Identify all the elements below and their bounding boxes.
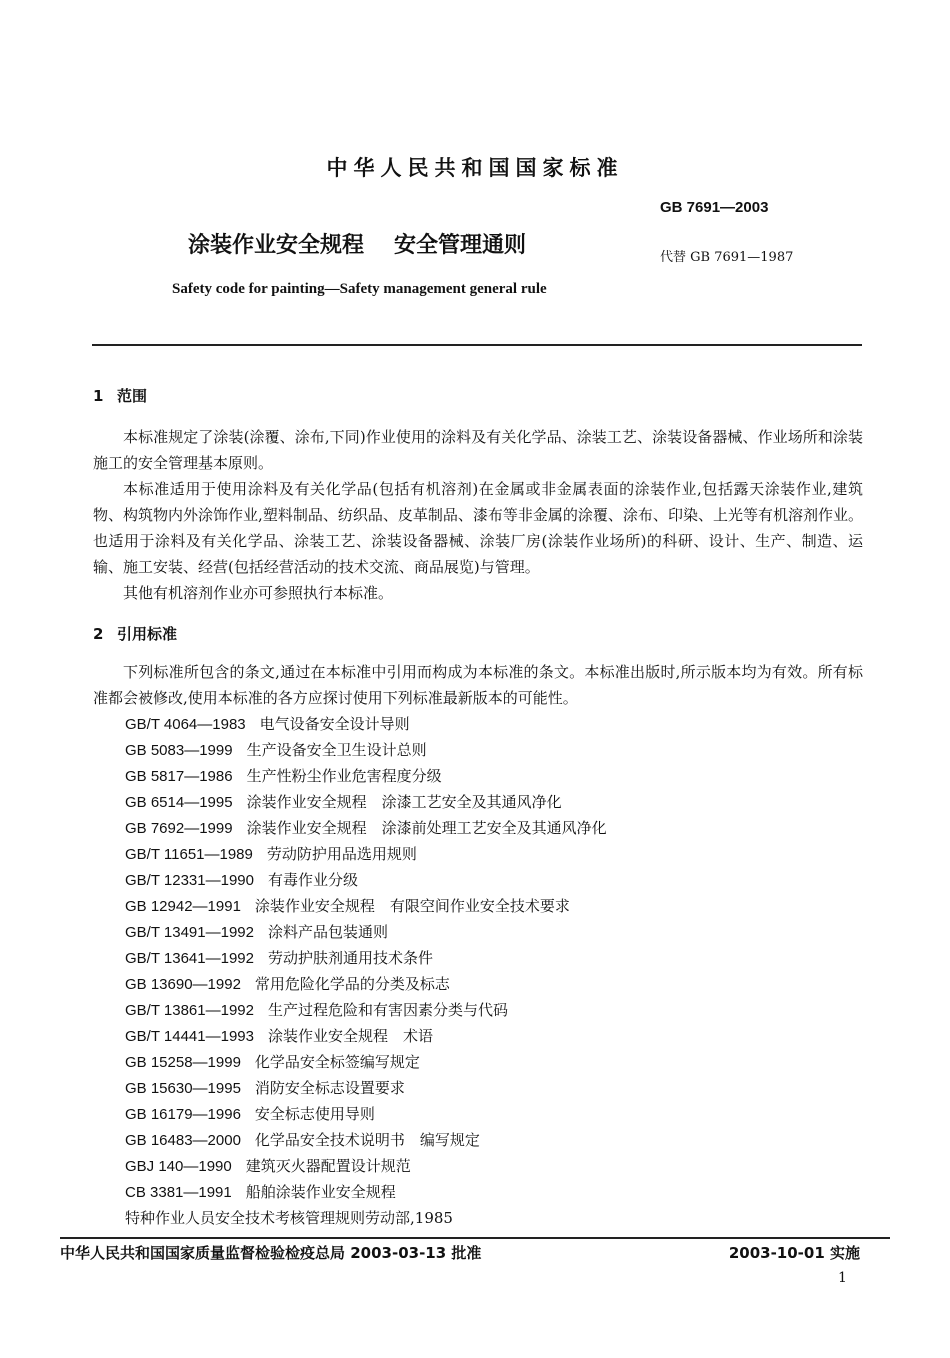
section-2-title: 引用标准 — [117, 625, 178, 643]
reference-item: GB 15258—1999 化学品安全标签编写规定 — [125, 1053, 420, 1071]
reference-item: GB 15630—1995 消防安全标志设置要求 — [125, 1079, 405, 1097]
reference-item: GB 12942—1991 涂装作业安全规程 有限空间作业安全技术要求 — [125, 897, 570, 915]
implementation-date: 2003-10-01 实施 — [728, 1244, 860, 1262]
title-part-1: 涂装作业安全规程 — [188, 233, 365, 258]
standard-number: GB 7691—2003 — [660, 199, 769, 216]
page-number: 1 — [838, 1270, 847, 1286]
title-chinese — [188, 228, 526, 259]
reference-item: GB/T 13641—1992 劳动护肤剂通用技术条件 — [125, 949, 433, 967]
replaces-standard: 代替 GB 7691—1987 — [660, 250, 794, 265]
reference-item: GB 16179—1996 安全标志使用导则 — [125, 1105, 375, 1123]
reference-item: GB/T 13861—1992 生产过程危险和有害因素分类与代码 — [125, 1001, 508, 1019]
reference-item: GBJ 140—1990 建筑灭火器配置设计规范 — [125, 1157, 411, 1175]
reference-item: GB 16483—2000 化学品安全技术说明书 编写规定 — [125, 1131, 480, 1149]
section-1-number: 1 — [93, 387, 104, 405]
reference-item: GB 7692—1999 涂装作业安全规程 涂漆前处理工艺安全及其通风净化 — [125, 819, 607, 837]
reference-item: GB 5817—1986 生产性粉尘作业危害程度分级 — [125, 767, 442, 785]
section-2-heading — [93, 623, 177, 644]
title-part-2: 安全管理通则 — [394, 233, 527, 258]
reference-last-line: 特种作业人员安全技术考核管理规则劳动部,1985 — [125, 1209, 453, 1227]
section-1-heading — [93, 385, 147, 406]
reference-item: GB 6514—1995 涂装作业安全规程 涂漆工艺安全及其通风净化 — [125, 793, 562, 811]
reference-item: GB/T 13491—1992 涂料产品包装通则 — [125, 923, 388, 941]
document-header: 中华人民共和国国家标准 — [326, 156, 624, 180]
section-1-paragraph-1: 本标准规定了涂装(涂覆、涂布,下同)作业使用的涂料及有关化学品、涂装工艺、涂装设备器械、作业场所和涂装施工的安全管理基本原则。 — [93, 428, 863, 472]
footer-divider — [60, 1237, 890, 1239]
title-divider — [92, 344, 862, 346]
section-1-paragraph-2: 本标准适用于使用涂料及有关化学品(包括有机溶剂)在金属或非金属表面的涂装作业,包括露天涂装作业,建筑物、构筑物内外涂饰作业,塑料制品、纺织品、皮革制品、漆布等非金属的涂覆、涂布、印染、上光等有机溶剂作业。也适用于涂料及有关化学品、涂装工艺、涂装设备器械、涂装厂房(涂装作业场所)的科研、设计、生产、制造、运输、施工安装、经营(包括经营活动的技术交流、商品展览)与管理。 — [93, 480, 863, 576]
reference-item: GB/T 12331—1990 有毒作业分级 — [125, 871, 358, 889]
section-2-intro: 下列标准所包含的条文,通过在本标准中引用而构成为本标准的条文。本标准出版时,所示版本均为有效。所有标准都会被修改,使用本标准的各方应探讨使用下列标准最新版本的可能性。 — [93, 663, 863, 707]
reference-item: GB 13690—1992 常用危险化学品的分类及标志 — [125, 975, 450, 993]
section-1-title: 范围 — [117, 387, 148, 405]
reference-item: GB/T 11651—1989 劳动防护用品选用规则 — [125, 845, 417, 863]
reference-item: GB 5083—1999 生产设备安全卫生设计总则 — [125, 741, 427, 759]
reference-item: GB/T 4064—1983 电气设备安全设计导则 — [125, 715, 410, 733]
section-2-number: 2 — [93, 625, 104, 643]
approval-note: 中华人民共和国国家质量监督检验检疫总局 2003-03-13 批准 — [60, 1244, 482, 1262]
reference-item: CB 3381—1991 船舶涂装作业安全规程 — [125, 1183, 396, 1201]
reference-item: GB/T 14441—1993 涂装作业安全规程 术语 — [125, 1027, 433, 1045]
section-1-paragraph-3: 其他有机溶剂作业亦可参照执行本标准。 — [123, 584, 394, 602]
title-english: Safety code for painting—Safety management general rule — [172, 281, 547, 297]
